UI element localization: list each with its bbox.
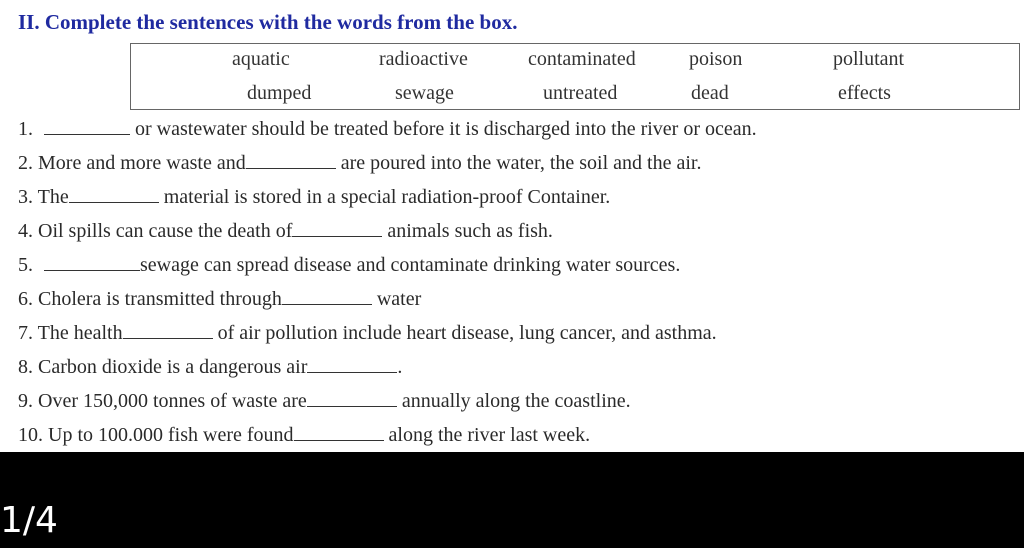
sentence-number: 4. [18, 220, 33, 242]
sentence-text-before: The health [37, 322, 123, 344]
sentence-text-after: are poured into the water, the soil and the air. [335, 152, 702, 174]
sentence-number: 5. [18, 254, 33, 276]
sentence-text-before: Up to 100.000 fish were found [48, 424, 294, 446]
sentence-text-before: The [37, 186, 69, 208]
word-box-item: poison [689, 48, 743, 70]
sentence-number: 2. [18, 152, 33, 174]
word-box-item: pollutant [833, 48, 905, 70]
answer-blank[interactable] [69, 184, 159, 203]
sentence-item [18, 286, 421, 311]
word-box-item: effects [838, 82, 891, 104]
word-box-item: untreated [543, 82, 618, 104]
exercise-heading: II. Complete the sentences with the words from the box. [18, 10, 518, 34]
word-box-item: aquatic [232, 48, 290, 70]
sentence-text-before: Over 150,000 tonnes of waste are [38, 390, 307, 412]
sentence-text-before: Oil spills can cause the death of [38, 220, 293, 242]
sentence-item [18, 320, 717, 345]
sentence-number: 9. [18, 390, 33, 412]
sentence-number: 8. [18, 356, 33, 378]
word-box-item: dumped [247, 82, 312, 104]
sentence-item [18, 422, 590, 447]
word-box-item: dead [691, 82, 729, 104]
sentence-item [18, 184, 610, 209]
sentence-item [18, 388, 631, 413]
sentence-number: 1. [18, 118, 33, 140]
sentence-text-after: annually along the coastline. [396, 390, 631, 412]
word-box-item: contaminated [528, 48, 636, 70]
page-indicator: 1/4 [0, 500, 58, 541]
sentence-text-before: Cholera is transmitted through [38, 288, 282, 310]
answer-blank[interactable] [123, 320, 213, 339]
answer-blank[interactable] [307, 354, 397, 373]
word-box [130, 43, 1020, 110]
sentence-number: 6. [18, 288, 33, 310]
sentence-item [18, 218, 553, 243]
sentence-item [18, 116, 757, 141]
answer-blank[interactable] [44, 252, 140, 271]
sentence-text-after: material is stored in a special radiation-proof Container. [158, 186, 611, 208]
word-box-item: radioactive [379, 48, 468, 70]
word-box-item: sewage [395, 82, 454, 104]
sentence-text-before: Carbon dioxide is a dangerous air [38, 356, 308, 378]
answer-blank[interactable] [282, 286, 372, 305]
sentence-text-after: along the river last week. [383, 424, 591, 446]
sentence-number: 10. [18, 424, 43, 446]
sentence-text-before: More and more waste and [38, 152, 246, 174]
sentence-text-after: or wastewater should be treated before it is discharged into the river or ocean. [130, 118, 757, 140]
sentence-number: 7. [18, 322, 33, 344]
answer-blank[interactable] [246, 150, 336, 169]
sentence-item [18, 252, 680, 277]
sentence-text-after: . [397, 356, 403, 378]
sentence-text-after: sewage can spread disease and contaminate drinking water sources. [140, 254, 681, 276]
sentence-item [18, 354, 402, 379]
answer-blank[interactable] [44, 116, 130, 135]
sentence-text-after: water [371, 288, 422, 310]
answer-blank[interactable] [307, 388, 397, 407]
sentence-number: 3. [18, 186, 33, 208]
answer-blank[interactable] [294, 422, 384, 441]
sentence-text-after: animals such as fish. [382, 220, 553, 242]
sentence-item [18, 150, 701, 175]
sentence-text-after: of air pollution include heart disease, lung cancer, and asthma. [212, 322, 717, 344]
answer-blank[interactable] [292, 218, 382, 237]
